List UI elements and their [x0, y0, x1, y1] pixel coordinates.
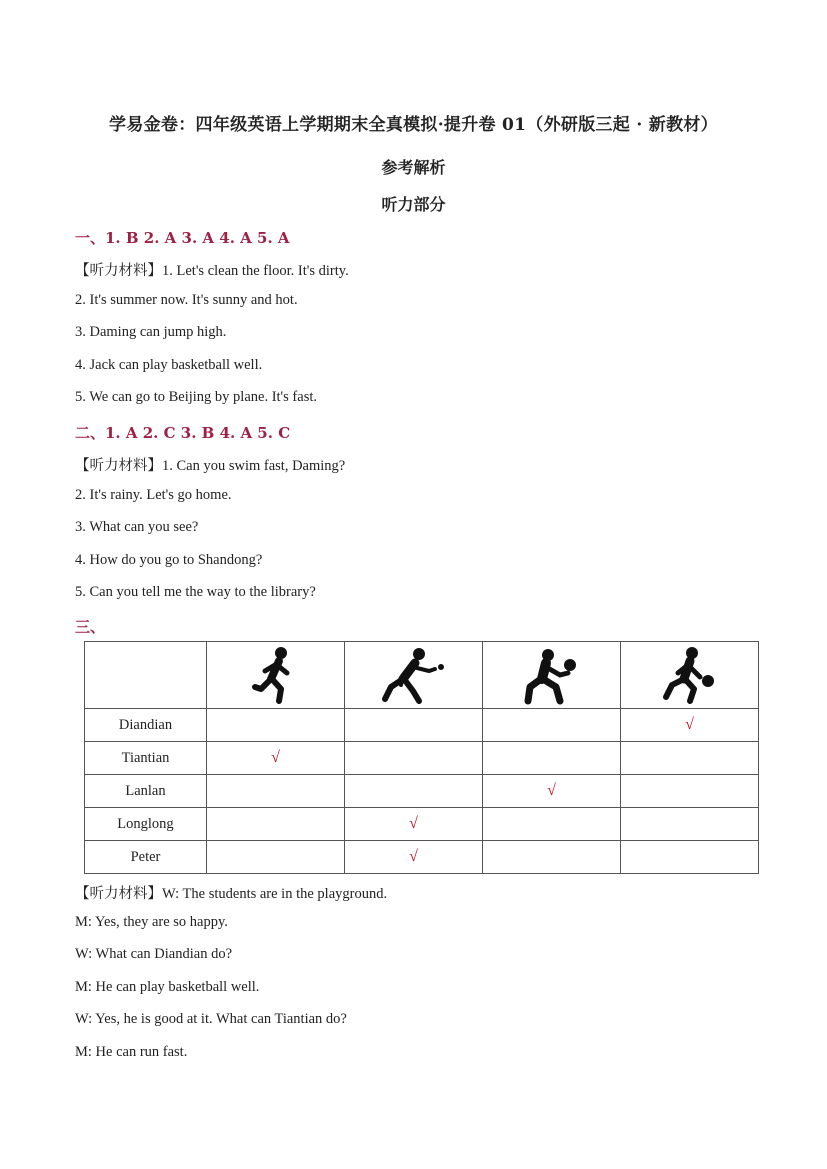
part3-line-5: W: Yes, he is good at it. What can Tiantian do? [75, 1011, 347, 1027]
check-mark: √ [547, 782, 556, 799]
check-cell [207, 808, 345, 841]
part1-line-3: 3. Daming can jump high. [75, 324, 227, 340]
check-cell [483, 709, 621, 742]
table-row [85, 841, 759, 874]
student-name: Tiantian [85, 742, 207, 775]
check-cell [345, 775, 483, 808]
basketball-icon [621, 642, 759, 709]
part1-line-4: 4. Jack can play basketball well. [75, 357, 263, 373]
document-subtitle: 参考解析 [381, 158, 446, 177]
part1-answers: 一、1. B 2. A 3. A 4. A 5. A [75, 229, 290, 247]
material-label: 【听力材料】 [75, 886, 162, 902]
part2-line-2: 2. It's rainy. Let's go home. [75, 487, 232, 503]
part1-line-1: 【听力材料】1. Let's clean the floor. It's dirty. [75, 263, 349, 279]
student-name: Diandian [85, 709, 207, 742]
check-mark: √ [271, 749, 280, 766]
check-cell [207, 709, 345, 742]
student-name: Peter [85, 841, 207, 874]
part1-line-5: 5. We can go to Beijing by plane. It's fast. [75, 389, 317, 405]
check-cell [345, 709, 483, 742]
check-cell [483, 808, 621, 841]
check-cell [207, 841, 345, 874]
run-icon [207, 642, 345, 709]
table-row [85, 709, 759, 742]
check-cell [621, 808, 759, 841]
check-cell [621, 709, 759, 742]
table-row [85, 808, 759, 841]
part3-line-6: M: He can run fast. [75, 1044, 188, 1060]
material-label: 【听力材料】 [75, 263, 162, 279]
part2-line-4: 4. How do you go to Shandong? [75, 552, 263, 568]
part2-answers: 二、1. A 2. C 3. B 4. A 5. C [75, 424, 291, 442]
check-cell [621, 742, 759, 775]
part3-heading: 三、 [75, 618, 106, 636]
check-cell [621, 841, 759, 874]
volleyball-icon [483, 642, 621, 709]
check-mark: √ [409, 848, 418, 865]
part3-line-4: M: He can play basketball well. [75, 979, 260, 995]
table-row [85, 775, 759, 808]
document-title: 学易金卷：四年级英语上学期期末全真模拟·提升卷 01（外研版三起 · 新教材） [109, 115, 718, 135]
part3-line-1: 【听力材料】W: The students are in the playground. [75, 886, 388, 902]
ping-pong-icon [345, 642, 483, 709]
part2-line-5: 5. Can you tell me the way to the library? [75, 584, 316, 600]
check-cell [483, 742, 621, 775]
part2-line-1: 【听力材料】1. Can you swim fast, Daming? [75, 458, 346, 474]
part3-line-3: W: What can Diandian do? [75, 946, 233, 962]
check-cell [207, 742, 345, 775]
check-cell [345, 841, 483, 874]
material-label: 【听力材料】 [75, 458, 162, 474]
section-heading: 听力部分 [381, 195, 446, 214]
check-cell [345, 808, 483, 841]
check-cell [207, 775, 345, 808]
check-cell [483, 775, 621, 808]
activity-table [84, 641, 759, 874]
table-row [85, 742, 759, 775]
check-cell [345, 742, 483, 775]
part1-line-2: 2. It's summer now. It's sunny and hot. [75, 292, 298, 308]
check-mark: √ [685, 716, 694, 733]
check-cell [483, 841, 621, 874]
check-mark: √ [409, 815, 418, 832]
student-name: Longlong [85, 808, 207, 841]
header-empty-cell [85, 642, 207, 709]
part3-line-2: M: Yes, they are so happy. [75, 914, 228, 930]
student-name: Lanlan [85, 775, 207, 808]
table-header-row [85, 642, 759, 709]
part2-line-3: 3. What can you see? [75, 519, 199, 535]
check-cell [621, 775, 759, 808]
